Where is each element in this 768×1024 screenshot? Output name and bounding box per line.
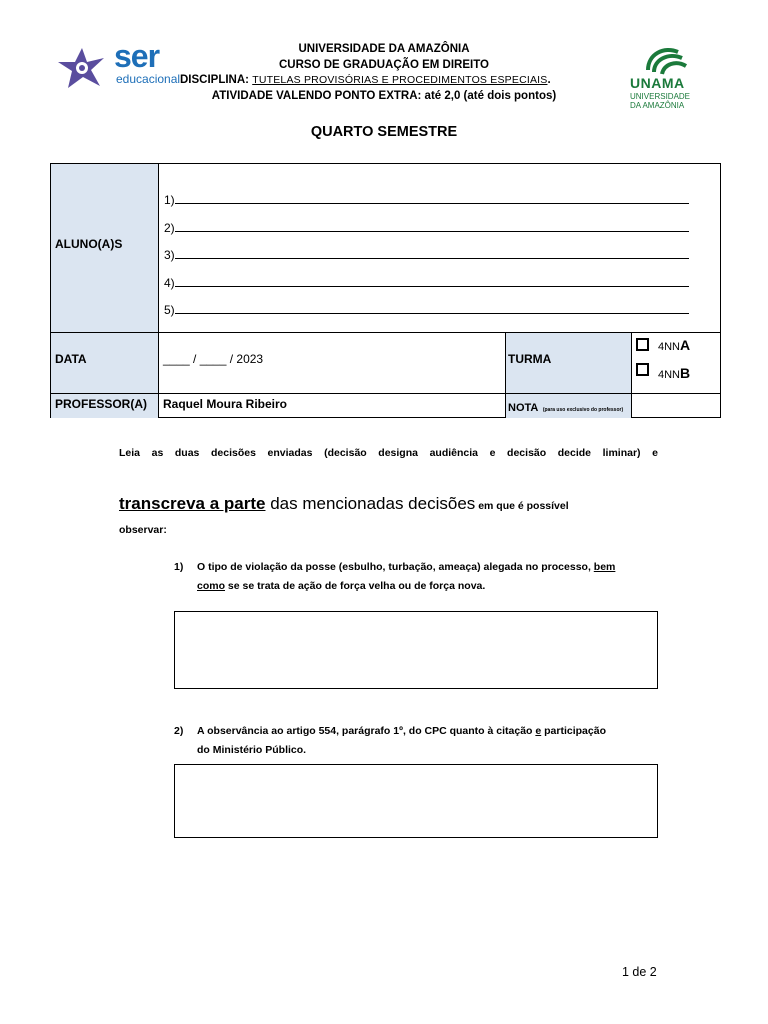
unama-logo	[628, 44, 708, 114]
instructions-line-1: Leia as duas decisões enviadas (decisão designa audiência e decisão decide liminar) e	[119, 447, 658, 459]
professor-label: PROFESSOR(A)	[55, 397, 148, 411]
class-label: TURMA	[508, 352, 552, 366]
professor-value: Raquel Moura Ribeiro	[163, 397, 288, 411]
class-a-option: 4NNA	[658, 337, 691, 353]
discipline-value: TUTELAS PROVISÓRIAS E PROCEDIMENTOS ESPECIAIS	[252, 74, 548, 86]
question-2-number: 2)	[174, 725, 184, 737]
ser-star-icon	[54, 44, 110, 94]
instructions-line-2	[119, 494, 658, 514]
students-label-cell	[51, 164, 158, 332]
semester-title: QUARTO SEMESTRE	[310, 124, 458, 140]
class-a-checkbox[interactable]	[636, 338, 649, 351]
date-value[interactable]: ____ / ____ / 2023	[163, 352, 264, 366]
student-info-table	[50, 163, 721, 418]
question-1-text: O tipo de violação da posse (esbulho, turbação, ameaça) alegada no processo, bem como se se trata de ação de força velha ou de força nova.	[197, 561, 616, 592]
unama-logo-text: UNAMA	[630, 75, 685, 91]
question-2-text: A observância ao artigo 554, parágrafo 1º, do CPC quanto à citação e participação do Ministério Público.	[197, 725, 606, 756]
ser-logo-subtext: educacional	[116, 72, 181, 86]
activity-line: ATIVIDADE VALENDO PONTO EXTRA: até 2,0 (até dois pontos)	[211, 90, 557, 102]
grade-note: (para uso exclusivo do professor)	[542, 407, 624, 413]
ser-logo-text: ser	[114, 38, 160, 74]
answer-box-1[interactable]	[174, 611, 658, 689]
professor-label-cell	[51, 393, 158, 418]
class-label-cell	[505, 332, 631, 393]
student-line-4[interactable]: 4)	[164, 275, 689, 290]
instructions-line-3: observar:	[119, 524, 167, 536]
student-line-5[interactable]: 5)	[164, 302, 689, 317]
class-b-checkbox[interactable]	[636, 363, 649, 376]
question-1-number: 1)	[174, 561, 184, 573]
date-label: DATA	[55, 352, 87, 366]
student-line-3[interactable]: 3)	[164, 247, 689, 262]
unama-sub-line-2: DA AMAZÔNIA	[630, 101, 685, 110]
discipline-label: DISCIPLINA:	[180, 74, 249, 86]
instructions-emphasis: transcreva a parte	[119, 494, 266, 513]
unama-logo-subtext	[630, 92, 690, 110]
grade-label-cell	[505, 393, 631, 418]
students-label: ALUNO(A)S	[55, 237, 123, 251]
page-number: 1 de 2	[622, 965, 657, 979]
student-line-2[interactable]: 2)	[164, 220, 689, 235]
student-line-1[interactable]: 1)	[164, 192, 689, 207]
unama-sub-line-1: UNIVERSIDADE	[630, 92, 691, 101]
grade-label: NOTA	[508, 402, 539, 414]
instructions-large-text: das mencionadas decisões	[265, 494, 476, 513]
answer-box-2[interactable]	[174, 764, 658, 838]
university-name: UNIVERSIDADE DA AMAZÔNIA	[298, 43, 470, 55]
unama-emblem-icon	[642, 44, 690, 76]
grade-field[interactable]	[632, 394, 720, 417]
instructions-small-text: em que é possível	[475, 500, 569, 512]
course-name: CURSO DE GRADUAÇÃO EM DIREITO	[279, 59, 489, 71]
date-label-cell	[51, 332, 158, 393]
discipline-period: .	[547, 74, 551, 86]
discipline-line	[180, 74, 551, 86]
class-b-option: 4NNB	[658, 365, 691, 381]
